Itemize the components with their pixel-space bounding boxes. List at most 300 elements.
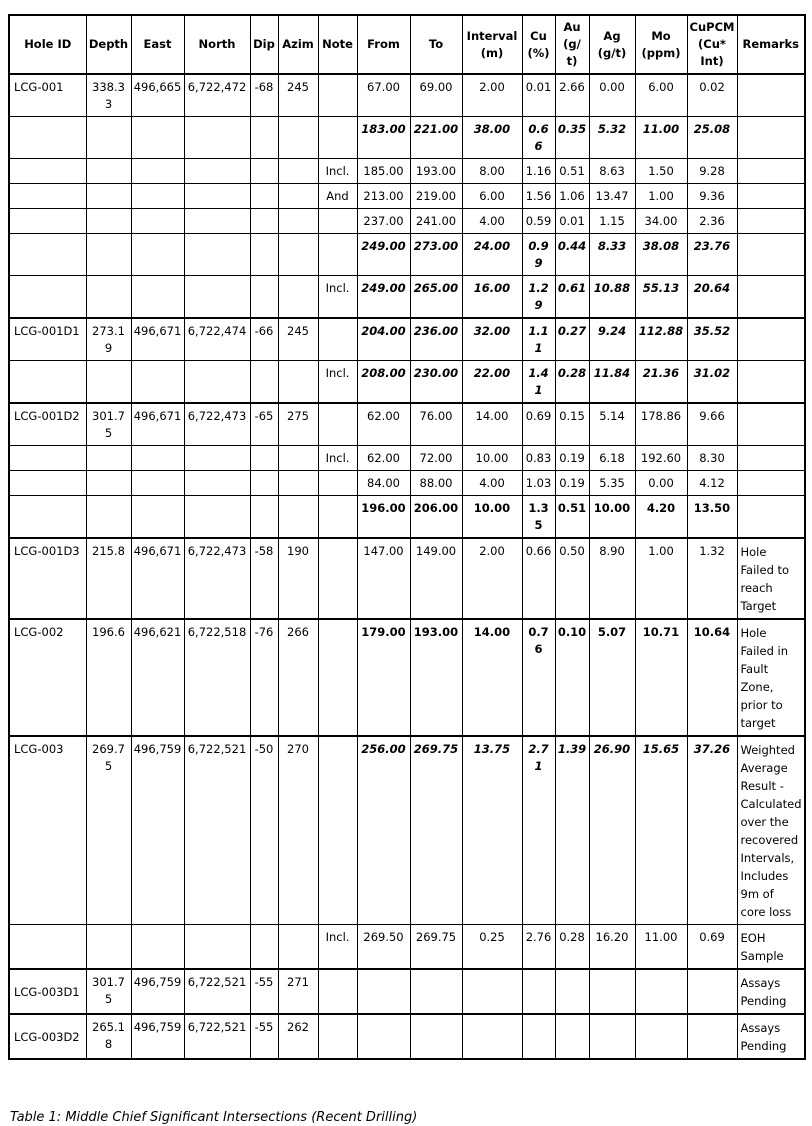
data-cell: -55	[250, 969, 278, 1014]
data-cell: 0.69	[522, 403, 555, 446]
data-cell	[318, 619, 357, 736]
data-cell: 249.00	[357, 234, 410, 276]
data-cell: 15.65	[635, 736, 687, 925]
data-cell	[184, 117, 250, 159]
data-cell: Incl.	[318, 159, 357, 184]
column-header: From	[357, 15, 410, 74]
data-cell: 72.00	[410, 446, 462, 471]
data-cell: 1.15	[589, 209, 635, 234]
data-cell: 0.51	[555, 159, 589, 184]
table-row	[9, 209, 805, 234]
data-cell	[318, 403, 357, 446]
remarks-cell	[737, 209, 805, 234]
data-cell	[278, 925, 318, 970]
data-cell: 5.14	[589, 403, 635, 446]
data-cell	[184, 234, 250, 276]
data-cell: 256.00	[357, 736, 410, 925]
data-cell	[278, 446, 318, 471]
data-cell: 496,759	[131, 969, 184, 1014]
data-cell	[589, 969, 635, 1014]
data-cell: 1.00	[635, 538, 687, 619]
hole-id-cell	[9, 496, 86, 539]
data-cell: 193.00	[410, 619, 462, 736]
data-cell: 265.18	[86, 1014, 131, 1059]
table-caption: Table 1: Middle Chief Significant Intersections (Recent Drilling)	[10, 1110, 418, 1125]
remarks-cell	[737, 117, 805, 159]
remarks-cell	[737, 496, 805, 539]
data-cell	[278, 117, 318, 159]
table-row	[9, 538, 805, 619]
data-cell	[555, 1014, 589, 1059]
remarks-cell	[737, 471, 805, 496]
data-cell: 221.00	[410, 117, 462, 159]
data-cell: 230.00	[410, 361, 462, 404]
data-cell: 10.00	[589, 496, 635, 539]
data-cell	[86, 925, 131, 970]
data-cell: 245	[278, 74, 318, 117]
data-cell: 0.44	[555, 234, 589, 276]
hole-id-cell: LCG-003D1	[9, 969, 86, 1014]
data-cell	[250, 496, 278, 539]
data-cell: 496,671	[131, 403, 184, 446]
data-cell: 0.35	[555, 117, 589, 159]
hole-id-cell: LCG-002	[9, 619, 86, 736]
data-cell	[318, 471, 357, 496]
data-cell: 34.00	[635, 209, 687, 234]
data-cell	[86, 496, 131, 539]
data-cell: -76	[250, 619, 278, 736]
data-cell: 84.00	[357, 471, 410, 496]
column-header: Depth	[86, 15, 131, 74]
data-cell	[589, 1014, 635, 1059]
data-cell: 219.00	[410, 184, 462, 209]
remarks-cell: Assays Pending	[737, 1014, 805, 1059]
data-cell: 178.86	[635, 403, 687, 446]
data-cell	[86, 184, 131, 209]
data-cell: 496,759	[131, 1014, 184, 1059]
data-cell: 0.66	[522, 538, 555, 619]
data-cell	[318, 117, 357, 159]
data-cell: 0.76	[522, 619, 555, 736]
table-row	[9, 496, 805, 539]
column-header: CuPCM (Cu* Int)	[687, 15, 737, 74]
data-cell: 496,621	[131, 619, 184, 736]
data-cell	[462, 969, 522, 1014]
remarks-cell: EOH Sample	[737, 925, 805, 970]
data-cell: 8.33	[589, 234, 635, 276]
data-cell: 0.02	[687, 74, 737, 117]
data-cell: 25.08	[687, 117, 737, 159]
column-header: North	[184, 15, 250, 74]
data-cell	[86, 117, 131, 159]
data-cell: -55	[250, 1014, 278, 1059]
data-cell: 1.06	[555, 184, 589, 209]
column-header: Remarks	[737, 15, 805, 74]
remarks-cell	[737, 74, 805, 117]
data-cell: 0.51	[555, 496, 589, 539]
data-cell: 496,759	[131, 736, 184, 925]
data-cell	[278, 184, 318, 209]
data-cell: 8.63	[589, 159, 635, 184]
data-cell	[278, 471, 318, 496]
data-cell	[410, 969, 462, 1014]
data-cell: 6,722,472	[184, 74, 250, 117]
data-cell: 1.50	[635, 159, 687, 184]
remarks-cell	[737, 318, 805, 361]
data-cell: 275	[278, 403, 318, 446]
data-cell	[318, 74, 357, 117]
remarks-cell: Assays Pending	[737, 969, 805, 1014]
data-cell: 273.00	[410, 234, 462, 276]
table-row	[9, 276, 805, 319]
data-cell: 5.35	[589, 471, 635, 496]
data-cell: 9.24	[589, 318, 635, 361]
data-cell: 206.00	[410, 496, 462, 539]
data-cell	[86, 361, 131, 404]
data-cell: 5.32	[589, 117, 635, 159]
table-row	[9, 403, 805, 446]
hole-id-cell	[9, 117, 86, 159]
data-cell: 496,671	[131, 538, 184, 619]
data-cell: 0.28	[555, 925, 589, 970]
data-cell: 2.36	[687, 209, 737, 234]
data-cell: 266	[278, 619, 318, 736]
data-cell: -66	[250, 318, 278, 361]
column-header: To	[410, 15, 462, 74]
data-cell	[250, 234, 278, 276]
data-cell: 26.90	[589, 736, 635, 925]
hole-id-cell	[9, 925, 86, 970]
data-cell: 4.00	[462, 209, 522, 234]
data-cell: 245	[278, 318, 318, 361]
remarks-cell	[737, 446, 805, 471]
data-cell	[635, 969, 687, 1014]
column-header: Azim	[278, 15, 318, 74]
data-cell	[131, 471, 184, 496]
hole-id-cell: LCG-001	[9, 74, 86, 117]
data-cell: 1.00	[635, 184, 687, 209]
data-cell: 196.6	[86, 619, 131, 736]
data-cell	[184, 471, 250, 496]
data-cell	[131, 925, 184, 970]
data-cell: 4.00	[462, 471, 522, 496]
data-cell	[278, 276, 318, 319]
hole-id-cell: LCG-001D3	[9, 538, 86, 619]
data-cell: 237.00	[357, 209, 410, 234]
data-cell	[635, 1014, 687, 1059]
data-cell: -65	[250, 403, 278, 446]
remarks-cell	[737, 403, 805, 446]
data-cell: 14.00	[462, 403, 522, 446]
table-row	[9, 446, 805, 471]
data-cell	[278, 159, 318, 184]
table-row	[9, 1014, 805, 1059]
data-cell: 11.00	[635, 117, 687, 159]
data-cell: 6,722,518	[184, 619, 250, 736]
data-cell: 0.69	[687, 925, 737, 970]
data-cell: 13.47	[589, 184, 635, 209]
data-cell	[278, 209, 318, 234]
data-cell: 6,722,521	[184, 1014, 250, 1059]
data-cell: 32.00	[462, 318, 522, 361]
remarks-cell: Weighted Average Result - Calculated over the recovered Intervals, Includes 9m of core loss	[737, 736, 805, 925]
remarks-cell: Hole Failed to reach Target	[737, 538, 805, 619]
data-cell: Incl.	[318, 925, 357, 970]
data-cell: 55.13	[635, 276, 687, 319]
data-cell: Incl.	[318, 361, 357, 404]
data-cell: 269.75	[410, 925, 462, 970]
data-cell	[86, 276, 131, 319]
data-cell	[86, 209, 131, 234]
data-cell: 0.61	[555, 276, 589, 319]
data-cell: 0.00	[589, 74, 635, 117]
data-cell: 5.07	[589, 619, 635, 736]
table-row	[9, 74, 805, 117]
data-cell: 0.01	[555, 209, 589, 234]
data-cell	[278, 496, 318, 539]
data-cell: 2.66	[555, 74, 589, 117]
column-header: Hole ID	[9, 15, 86, 74]
data-cell: 273.19	[86, 318, 131, 361]
data-cell	[131, 117, 184, 159]
data-cell: 6,722,473	[184, 403, 250, 446]
column-header: East	[131, 15, 184, 74]
data-cell: 301.75	[86, 969, 131, 1014]
page	[0, 14, 812, 1125]
data-cell: 2.71	[522, 736, 555, 925]
data-cell	[131, 234, 184, 276]
data-cell: 16.20	[589, 925, 635, 970]
data-cell: 0.00	[635, 471, 687, 496]
data-cell	[184, 496, 250, 539]
data-cell	[131, 446, 184, 471]
data-cell: 4.12	[687, 471, 737, 496]
data-cell	[687, 1014, 737, 1059]
data-cell: 215.8	[86, 538, 131, 619]
data-cell: 265.00	[410, 276, 462, 319]
data-cell: 20.64	[687, 276, 737, 319]
data-cell: 179.00	[357, 619, 410, 736]
data-cell	[318, 736, 357, 925]
data-cell: 269.75	[86, 736, 131, 925]
hole-id-cell	[9, 234, 86, 276]
data-cell: 76.00	[410, 403, 462, 446]
table-row	[9, 969, 805, 1014]
data-cell: 193.00	[410, 159, 462, 184]
header-row	[9, 15, 805, 74]
remarks-cell	[737, 276, 805, 319]
data-cell: 37.26	[687, 736, 737, 925]
table-row	[9, 471, 805, 496]
table-row	[9, 117, 805, 159]
data-cell	[86, 159, 131, 184]
data-cell: 13.75	[462, 736, 522, 925]
data-cell	[250, 361, 278, 404]
column-header: Note	[318, 15, 357, 74]
table-row	[9, 234, 805, 276]
data-cell: 10.64	[687, 619, 737, 736]
data-cell: 147.00	[357, 538, 410, 619]
column-header: Interval (m)	[462, 15, 522, 74]
data-cell	[462, 1014, 522, 1059]
data-cell: 241.00	[410, 209, 462, 234]
data-cell: 11.00	[635, 925, 687, 970]
data-cell: 249.00	[357, 276, 410, 319]
data-cell	[555, 969, 589, 1014]
data-cell: 1.32	[687, 538, 737, 619]
data-cell	[184, 184, 250, 209]
data-cell: 338.33	[86, 74, 131, 117]
data-cell: 31.02	[687, 361, 737, 404]
data-cell: 62.00	[357, 446, 410, 471]
data-cell	[318, 209, 357, 234]
data-cell	[250, 209, 278, 234]
data-cell: 269.75	[410, 736, 462, 925]
data-cell: 112.88	[635, 318, 687, 361]
data-cell: Incl.	[318, 446, 357, 471]
data-cell: 0.27	[555, 318, 589, 361]
data-cell: 10.71	[635, 619, 687, 736]
data-cell	[131, 159, 184, 184]
data-cell: 11.84	[589, 361, 635, 404]
column-header: Ag (g/t)	[589, 15, 635, 74]
remarks-cell	[737, 159, 805, 184]
data-cell	[86, 471, 131, 496]
data-cell: 270	[278, 736, 318, 925]
table-row	[9, 184, 805, 209]
data-cell	[250, 276, 278, 319]
data-cell: -50	[250, 736, 278, 925]
data-cell: 1.56	[522, 184, 555, 209]
data-cell	[250, 471, 278, 496]
column-header: Dip	[250, 15, 278, 74]
data-cell: 10.88	[589, 276, 635, 319]
data-cell	[131, 184, 184, 209]
data-cell: 0.66	[522, 117, 555, 159]
data-cell: 208.00	[357, 361, 410, 404]
data-cell	[357, 969, 410, 1014]
hole-id-cell: LCG-001D1	[9, 318, 86, 361]
data-cell: 204.00	[357, 318, 410, 361]
data-cell	[318, 318, 357, 361]
remarks-cell: Hole Failed in Fault Zone, prior to target	[737, 619, 805, 736]
data-cell: 8.90	[589, 538, 635, 619]
table-row	[9, 361, 805, 404]
data-cell: 23.76	[687, 234, 737, 276]
hole-id-cell	[9, 276, 86, 319]
data-cell: 6,722,521	[184, 736, 250, 925]
data-cell: 8.30	[687, 446, 737, 471]
remarks-cell	[737, 234, 805, 276]
remarks-cell	[737, 361, 805, 404]
data-cell: 496,671	[131, 318, 184, 361]
data-cell: 88.00	[410, 471, 462, 496]
data-cell: 16.00	[462, 276, 522, 319]
data-cell: 196.00	[357, 496, 410, 539]
data-cell: 14.00	[462, 619, 522, 736]
data-cell: 0.10	[555, 619, 589, 736]
data-cell: 0.50	[555, 538, 589, 619]
data-cell: 1.03	[522, 471, 555, 496]
hole-id-cell: LCG-003	[9, 736, 86, 925]
data-cell	[184, 361, 250, 404]
data-cell: 0.15	[555, 403, 589, 446]
data-cell: 149.00	[410, 538, 462, 619]
data-cell	[86, 446, 131, 471]
data-cell: 24.00	[462, 234, 522, 276]
column-header: Cu (%)	[522, 15, 555, 74]
column-header: Mo (ppm)	[635, 15, 687, 74]
data-cell: 183.00	[357, 117, 410, 159]
data-cell	[522, 1014, 555, 1059]
data-cell: 35.52	[687, 318, 737, 361]
hole-id-cell	[9, 159, 86, 184]
data-cell	[318, 1014, 357, 1059]
data-cell: 0.25	[462, 925, 522, 970]
table-row	[9, 318, 805, 361]
data-cell	[357, 1014, 410, 1059]
data-cell: 6,722,474	[184, 318, 250, 361]
data-cell: 0.19	[555, 446, 589, 471]
data-cell	[131, 209, 184, 234]
data-cell	[250, 184, 278, 209]
data-cell: 38.00	[462, 117, 522, 159]
data-cell	[184, 446, 250, 471]
data-cell	[184, 159, 250, 184]
data-cell: 0.01	[522, 74, 555, 117]
hole-id-cell	[9, 361, 86, 404]
data-cell: 0.59	[522, 209, 555, 234]
data-cell: 6.18	[589, 446, 635, 471]
data-cell: 69.00	[410, 74, 462, 117]
data-cell: 6.00	[462, 184, 522, 209]
data-cell	[184, 209, 250, 234]
data-cell	[278, 234, 318, 276]
document-body	[8, 14, 804, 1126]
data-cell	[250, 117, 278, 159]
data-cell	[318, 496, 357, 539]
data-cell: 62.00	[357, 403, 410, 446]
remarks-cell	[737, 184, 805, 209]
data-cell: 236.00	[410, 318, 462, 361]
hole-id-cell: LCG-001D2	[9, 403, 86, 446]
data-cell: 271	[278, 969, 318, 1014]
data-cell: 1.11	[522, 318, 555, 361]
data-cell	[250, 446, 278, 471]
data-cell: 10.00	[462, 446, 522, 471]
data-cell: 10.00	[462, 496, 522, 539]
data-cell: 2.00	[462, 538, 522, 619]
data-cell	[318, 538, 357, 619]
data-cell: 67.00	[357, 74, 410, 117]
data-cell: -68	[250, 74, 278, 117]
data-cell: Incl.	[318, 276, 357, 319]
data-cell	[131, 361, 184, 404]
data-cell: 6,722,473	[184, 538, 250, 619]
data-cell: 9.28	[687, 159, 737, 184]
hole-id-cell: LCG-003D2	[9, 1014, 86, 1059]
data-cell	[131, 496, 184, 539]
data-cell: 0.28	[555, 361, 589, 404]
data-cell: 1.16	[522, 159, 555, 184]
data-cell: -58	[250, 538, 278, 619]
data-cell: 38.08	[635, 234, 687, 276]
data-cell	[278, 361, 318, 404]
data-cell	[522, 969, 555, 1014]
data-cell: 6,722,521	[184, 969, 250, 1014]
hole-id-cell	[9, 446, 86, 471]
data-cell	[250, 159, 278, 184]
